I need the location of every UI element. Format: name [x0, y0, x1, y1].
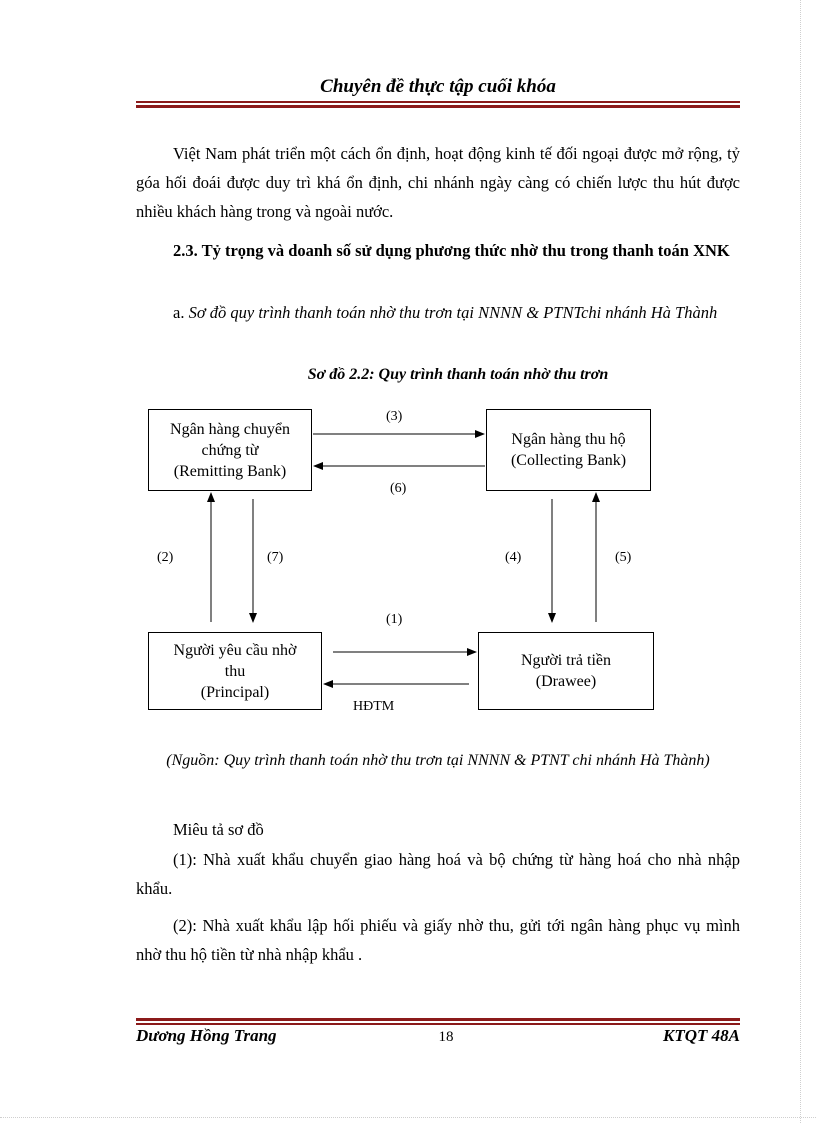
page-header-title: Chuyên đề thực tập cuối khóa — [320, 76, 556, 97]
box-remitting-line-1: Ngân hàng chuyển — [170, 420, 290, 438]
step-label-4: (4) — [505, 550, 522, 565]
footer-author: Dương Hồng Trang — [136, 1026, 277, 1045]
box-collecting-line-2: (Collecting Bank) — [510, 452, 627, 469]
step-label-1: (1) — [386, 612, 403, 627]
box-collecting-line-1: Ngân hàng thu hộ — [511, 431, 626, 448]
step-label-7: (7) — [267, 550, 284, 565]
box-drawee-line-2: (Drawee) — [535, 673, 597, 690]
source-note: (Nguồn: Quy trình thanh toán nhờ thu trơn tại NNNN & PTNT chi nhánh Hà Thành) — [166, 752, 710, 769]
box-remitting-line-3: (Remitting Bank) — [173, 462, 287, 480]
diagram-title: Sơ đồ 2.2: Quy trình thanh toán nhờ thu trơn — [307, 366, 609, 383]
description-heading: Miêu tả sơ đồ — [173, 820, 264, 839]
subsection-prefix: a. — [173, 303, 185, 322]
step-label-hdtm: HĐTM — [353, 699, 395, 714]
box-remitting-line-2: chứng từ — [201, 441, 259, 459]
footer-page-number: 18 — [438, 1029, 454, 1045]
box-drawee-line-1: Người trả tiền — [521, 652, 611, 669]
section-heading: 2.3. Tỷ trọng và doanh số sử dụng phương thức nhờ thu trong thanh toán XNK — [173, 241, 730, 260]
step-label-5: (5) — [615, 550, 632, 565]
footer-rule-bottom — [136, 1023, 740, 1025]
box-principal-line-3: (Principal) — [200, 683, 270, 701]
step-label-2: (2) — [157, 550, 174, 565]
description-step-2: (2): Nhà xuất khẩu lập hối phiếu và giấy nhờ thu, gửi tới ngân hàng phục vụ mình nhờ thu hộ tiền từ nhà nhập khẩu . — [136, 916, 740, 964]
description-step-1: (1): Nhà xuất khẩu chuyển giao hàng hoá và bộ chứng từ hàng hoá cho nhà nhập khẩu. — [136, 850, 740, 898]
box-principal-line-2: thu — [224, 662, 246, 680]
intro-paragraph: Việt Nam phát triển một cách ổn định, hoạt động kinh tế đối ngoại được mở rộng, tỷ góa hối đoái được duy trì khá ổn định, chi nhánh ngày càng có chiến lược thu hút được nhiều khách hàng trong và ngoài nước. — [136, 144, 740, 221]
box-principal-line-1: Người yêu cầu nhờ — [173, 641, 297, 659]
step-label-6: (6) — [390, 481, 407, 496]
footer-rule-top — [136, 1018, 740, 1021]
subsection-title: Sơ đồ quy trình thanh toán nhờ thu trơn tại NNNN & PTNTchi nhánh Hà Thành — [188, 303, 718, 322]
step-label-3: (3) — [386, 409, 403, 424]
footer-class: KTQT 48A — [663, 1026, 740, 1045]
